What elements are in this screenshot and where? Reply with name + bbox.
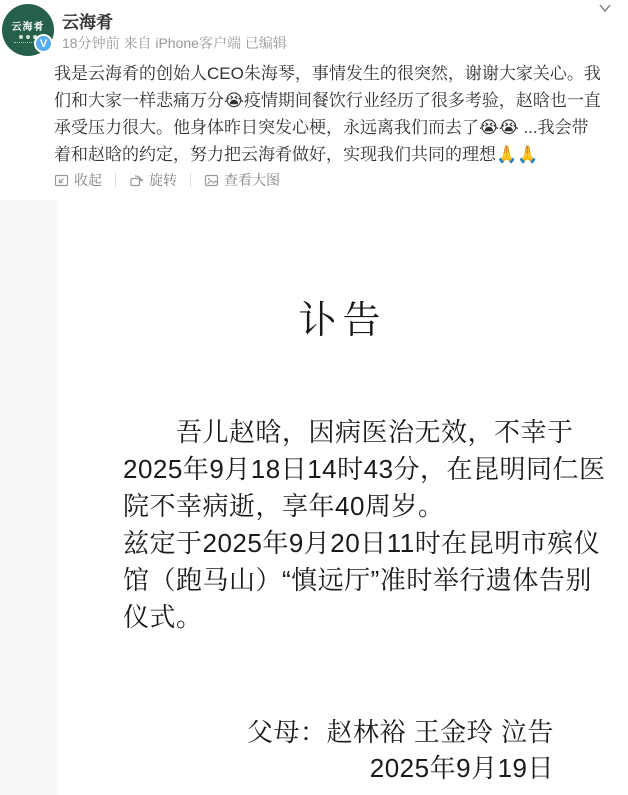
obituary-line: 2025年9月18日14时43分，在昆明同仁医 [123, 454, 606, 484]
post-meta: 18分钟前 来自 iPhone客户端 已编辑 [62, 35, 287, 51]
obituary-line: 吾儿赵晗，因病医治无效，不幸于 [123, 417, 574, 447]
chevron-down-icon[interactable] [595, 1, 615, 17]
post-text: 我是云海肴的创始人CEO朱海琴，事情发生的很突然，谢谢大家关心。我们和大家一样悲痛万分😭疫情期间餐饮行业经历了很多考验，赵晗也一直承受压力很大。他身体昨日突发心梗，永远离我们而去了😭😭 ...我会带着和赵晗的约定，努力把云海肴做好，实现我们共同的理想🙏🙏 [54, 64, 601, 164]
rotate-icon [129, 173, 144, 188]
view-large-image-icon [204, 173, 219, 188]
obituary-signature-line: 2025年9月19日 [369, 753, 554, 783]
rotate-label: 旋转 [149, 172, 177, 188]
image-toolbar [54, 170, 280, 190]
toolbar-divider [190, 173, 191, 187]
rotate-button[interactable] [129, 170, 177, 190]
view-large-button[interactable] [204, 170, 280, 190]
obituary-image[interactable] [57, 200, 628, 795]
collapse-icon [54, 173, 69, 188]
obituary-line: 院不幸病逝，享年40周岁。 [123, 491, 445, 521]
obituary-signature [57, 714, 628, 786]
obituary-signature-line: 父母：赵林裕 王金玲 泣告 [247, 717, 554, 747]
obituary-title: 讣告 [298, 300, 387, 342]
obituary-line: 馆（跑马山）“慎远厅”准时举行遗体告别 [123, 565, 592, 595]
view-large-label: 查看大图 [224, 172, 280, 188]
obituary-line: 兹定于2025年9月20日11时在昆明市殡仪 [123, 528, 601, 558]
verified-badge-icon: V [34, 34, 53, 53]
obituary-body [57, 414, 628, 636]
toolbar-divider [115, 173, 116, 187]
obituary-line: 仪式。 [123, 602, 203, 632]
avatar-logo-text: 云海肴 [11, 22, 45, 33]
collapse-button[interactable] [54, 170, 102, 190]
username[interactable]: 云海肴 [62, 13, 113, 32]
collapse-label: 收起 [74, 172, 102, 188]
image-preview-area [0, 200, 628, 795]
